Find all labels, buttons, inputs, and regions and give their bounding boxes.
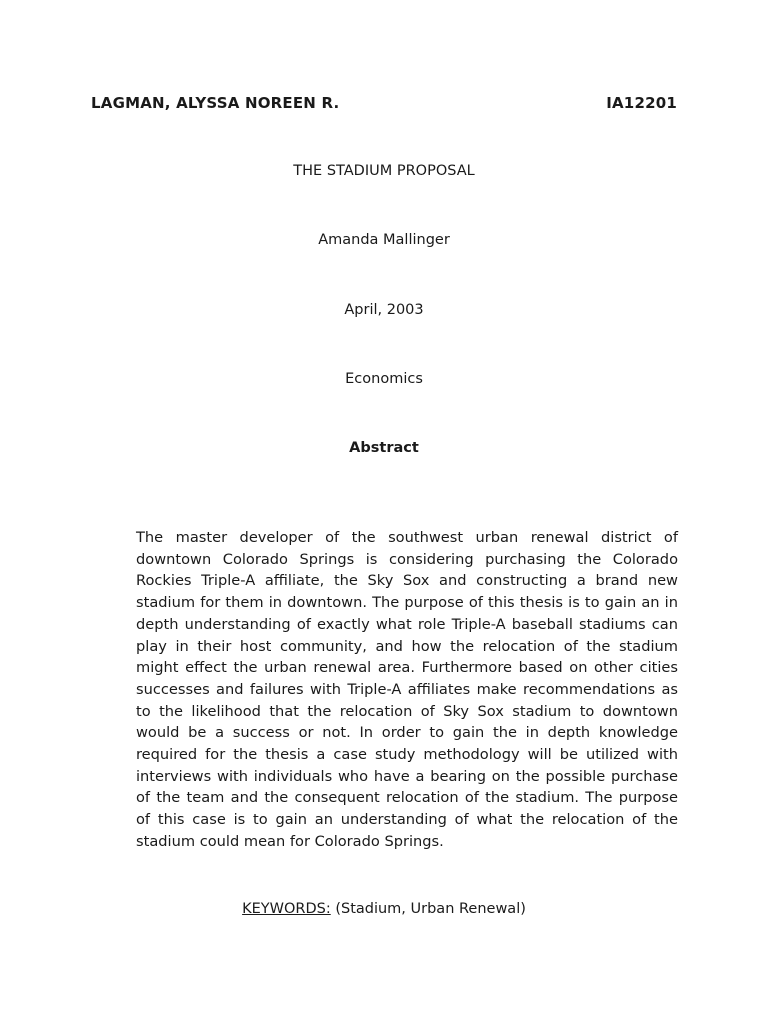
abstract-body <box>136 527 678 853</box>
document-subject: Economics <box>345 371 423 387</box>
document-date: April, 2003 <box>344 302 424 318</box>
document-title: THE STADIUM PROPOSAL <box>293 163 475 179</box>
keywords-label: KEYWORDS: <box>242 901 331 917</box>
keywords-line <box>0 901 768 917</box>
student-name: LAGMAN, ALYSSA NOREEN R. <box>91 94 340 112</box>
keywords-values: (Stadium, Urban Renewal) <box>330 901 526 917</box>
student-id: IA12201 <box>606 94 677 112</box>
abstract-heading: Abstract <box>349 440 419 456</box>
abstract-paragraph: The master developer of the southwest urban renewal district of downtown Colorado Springs is considering purchasing the Colorado Rockies Triple-A affiliate, the Sky Sox and constructing a brand new stadium for them in downtown. The purpose of this thesis is to gain an in depth understanding of exactly what role Triple-A baseball stadiums can play in their host community, and how the relocation of the stadium might effect the urban renewal area. Furthermore based on other cities successes and failures with Triple-A affiliates make recommendations as to the likelihood that the relocation of Sky Sox stadium to downtown would be a success or not. In order to gain the in depth knowledge required for the thesis a case study methodology will be utilized with interviews with individuals who have a bearing on the possible purchase of the team and the consequent relocation of the stadium. The purpose of this case is to gain an understanding of what the relocation of the stadium could mean for Colorado Springs. <box>136 529 678 850</box>
document-header <box>91 94 677 112</box>
document-author: Amanda Mallinger <box>318 232 450 248</box>
